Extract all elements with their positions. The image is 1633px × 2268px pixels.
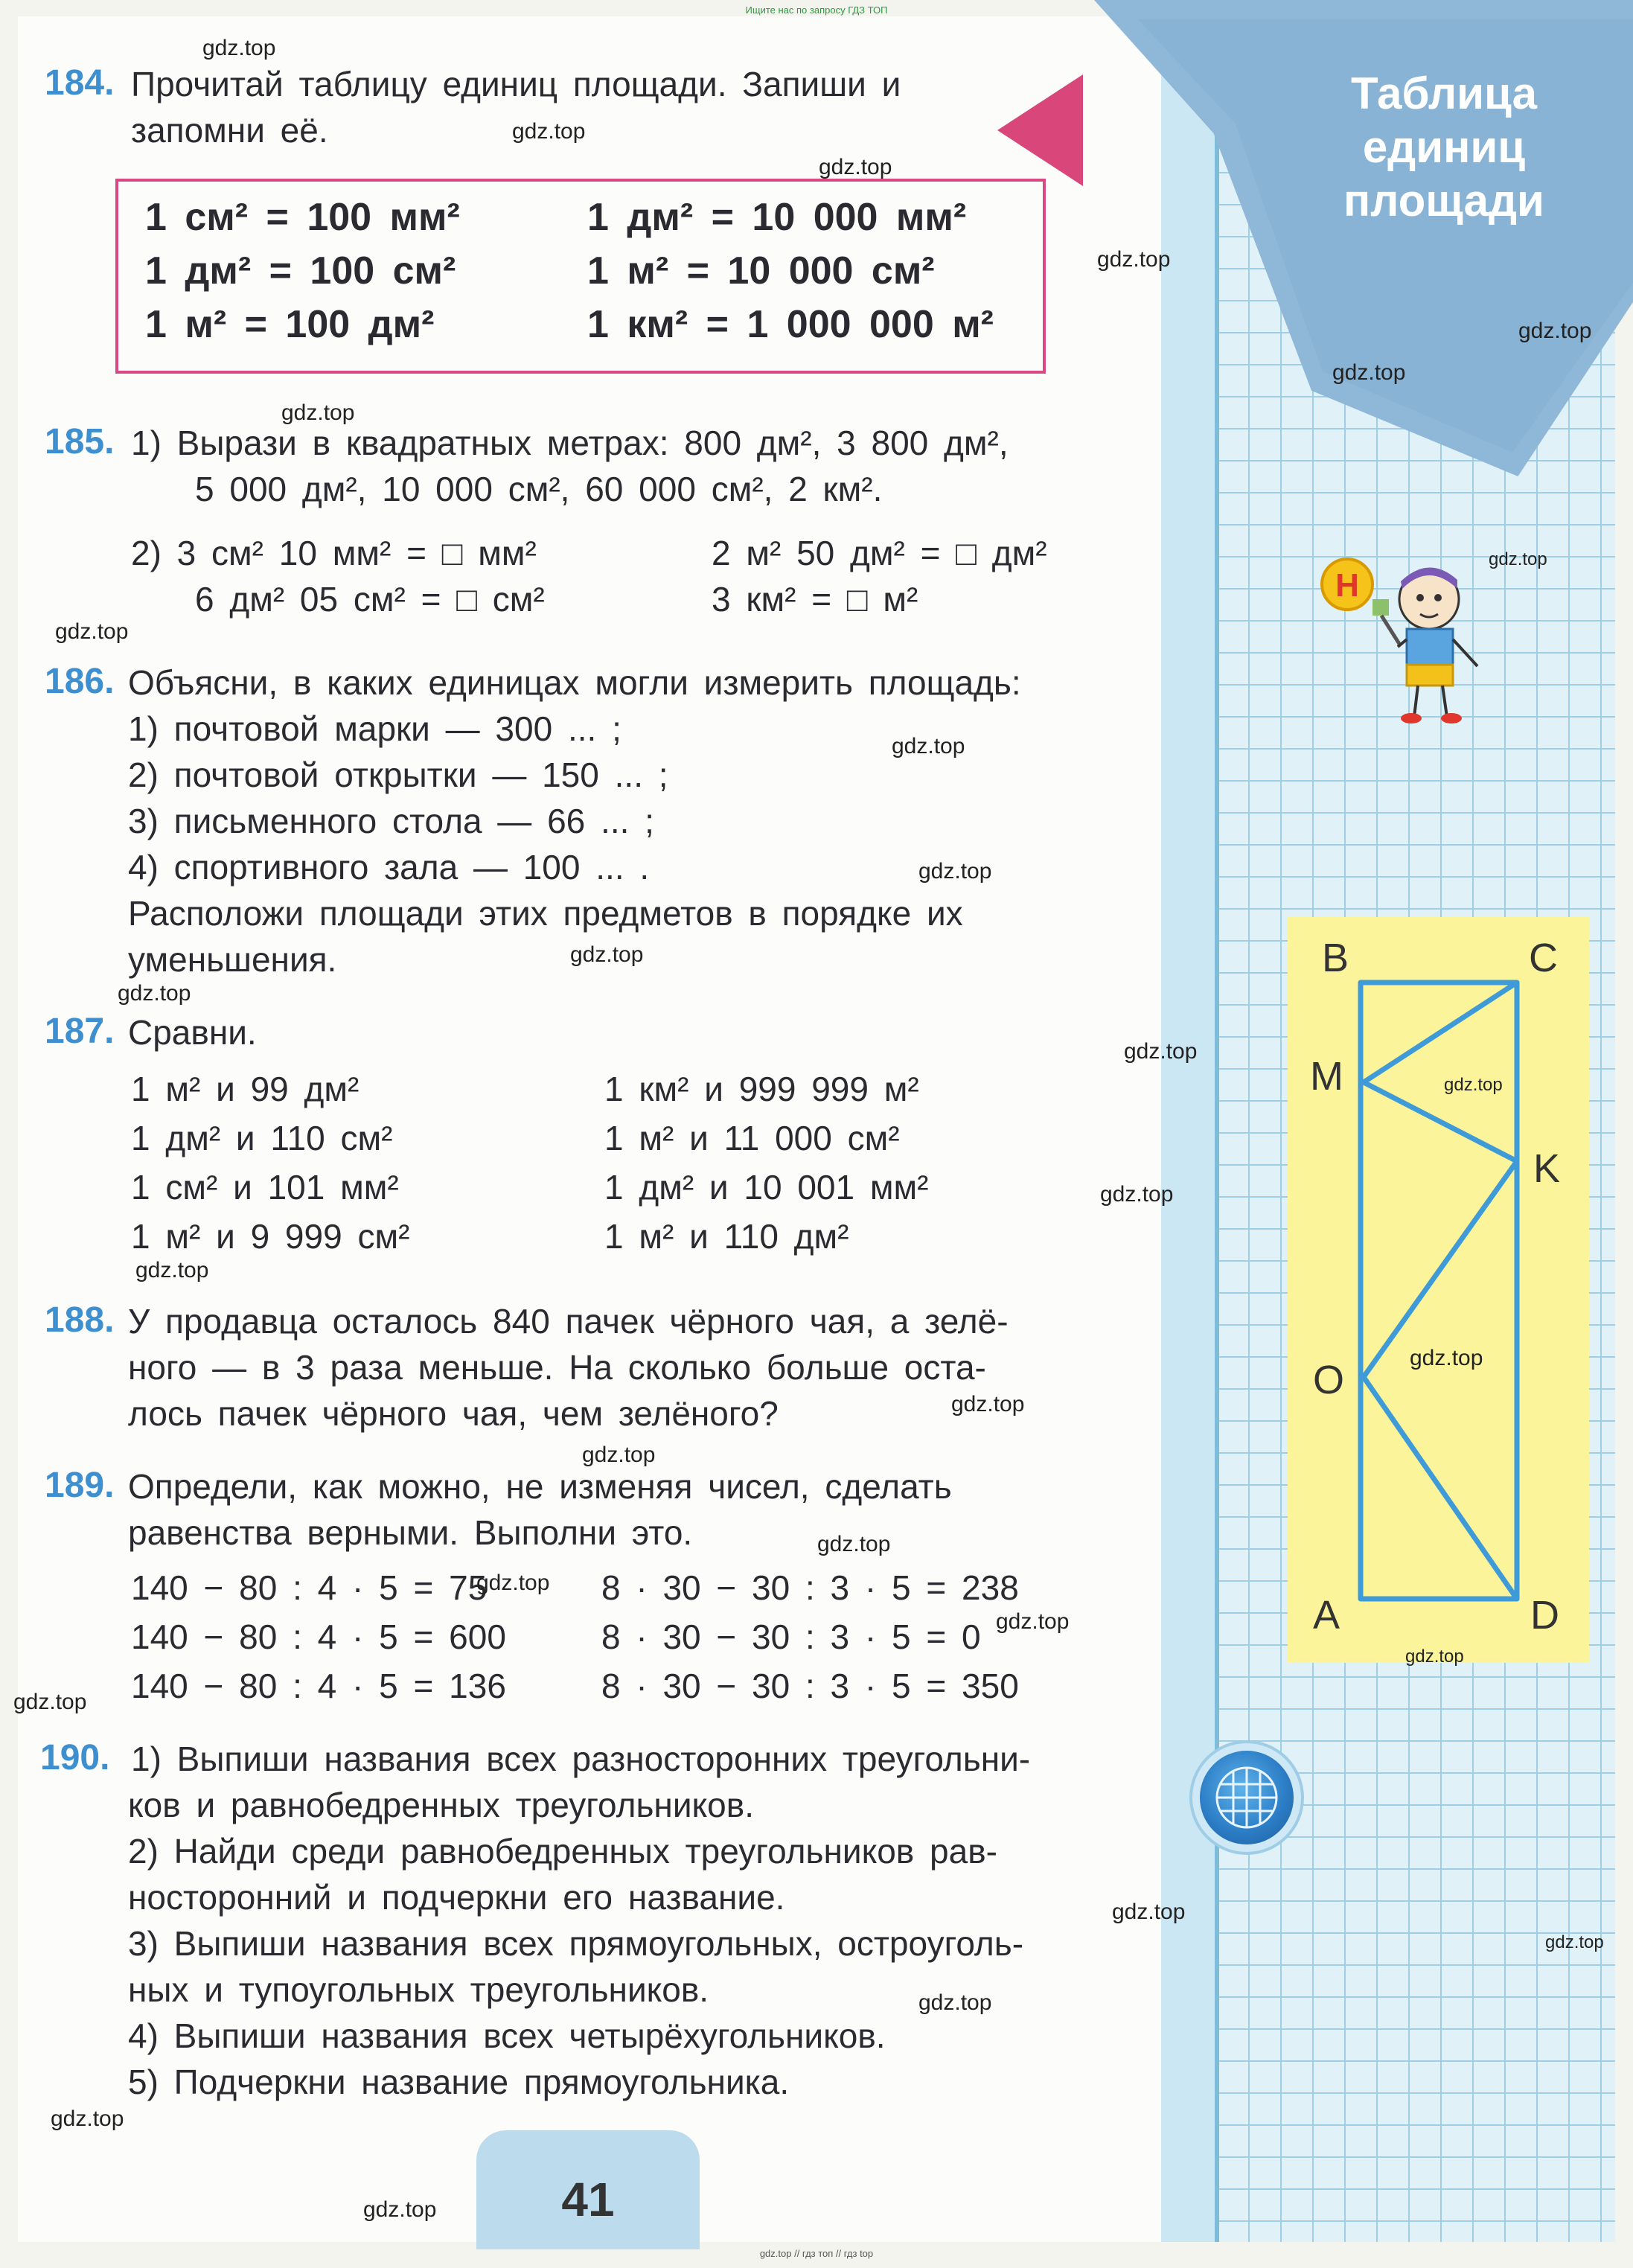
character-badge: Н (1335, 567, 1359, 604)
task-text: 2 м² 50 дм² = □ дм² (712, 534, 1047, 572)
task-text: Прочитай таблицу единиц площади. Запиши и (131, 65, 901, 103)
watermark: gdz.top (1489, 549, 1547, 569)
watermark: gdz.top (918, 859, 992, 884)
sidebar-title (1314, 67, 1574, 228)
watermark: gdz.top (918, 1990, 992, 2015)
point-label-k: K (1533, 1146, 1561, 1191)
task-text: 3) Выпиши названия всех прямоугольных, остроуголь- (128, 1924, 1024, 1963)
compare-item: 1 м² и 110 дм² (604, 1217, 849, 1256)
task-text: 3 км² = □ м² (712, 580, 918, 619)
watermark: gdz.top (51, 2106, 124, 2131)
task-text: 6 дм² 05 см² = □ см² (195, 580, 545, 619)
watermark: gdz.top (570, 942, 644, 967)
compare-item: 1 дм² и 110 см² (131, 1119, 393, 1157)
unit-table-cell: 1 м² = 100 дм² (145, 303, 435, 346)
unit-table-cell: 1 дм² = 10 000 мм² (587, 196, 967, 239)
watermark: gdz.top (202, 36, 276, 60)
equation: 8 · 30 − 30 : 3 · 5 = 350 (601, 1667, 1019, 1705)
task-text: 5) Подчеркни название прямоугольника. (128, 2063, 790, 2101)
unit-table-cell: 1 см² = 100 мм² (145, 196, 460, 239)
geometry-figure (1288, 917, 1589, 1663)
watermark: gdz.top (363, 2197, 437, 2222)
watermark: gdz.top (996, 1609, 1070, 1634)
task-number: 187. (45, 1012, 115, 1051)
compare-item: 1 м² и 11 000 см² (604, 1119, 900, 1157)
watermark: gdz.top (1518, 319, 1592, 343)
pointer-triangle (997, 74, 1083, 186)
watermark: gdz.top (817, 1532, 891, 1556)
bottom-banner: gdz.top // гдз топ // гдз top (759, 2248, 874, 2259)
watermark: gdz.top (118, 981, 191, 1006)
page-number: 41 (561, 2173, 615, 2226)
watermark: gdz.top (1097, 247, 1171, 272)
top-banner: Ищите нас по запросу ГДЗ ТОП (745, 4, 888, 16)
unit-table-box (115, 179, 1046, 374)
task-text: 2) почтовой открытки — 150 ... ; (128, 756, 668, 794)
equation: 140 − 80 : 4 · 5 = 600 (131, 1617, 506, 1656)
watermark: gdz.top (892, 734, 965, 758)
compare-item: 1 дм² и 10 001 мм² (604, 1168, 929, 1207)
unit-table-cell: 1 м² = 10 000 см² (587, 249, 935, 293)
task-text: 2) Найди среди равнобедренных треугольников рав- (128, 1832, 997, 1871)
compare-item: 1 м² и 99 дм² (131, 1070, 359, 1108)
task-number: 184. (45, 63, 115, 103)
sidebar-title-line: Таблица (1350, 68, 1538, 118)
watermark: gdz.top (1124, 1039, 1198, 1064)
unit-table-cell: 1 дм² = 100 см² (145, 249, 456, 293)
task-text: ков и равнобедренных треугольников. (128, 1786, 754, 1824)
watermark: gdz.top (135, 1258, 209, 1282)
equation: 8 · 30 − 30 : 3 · 5 = 0 (601, 1617, 981, 1656)
task-text: лось пачек чёрного чая, чем зелёного? (128, 1394, 779, 1433)
task-text: 1) Вырази в квадратных метрах: 800 дм², 3 800 дм², (131, 424, 1009, 462)
sidebar-title-line: площади (1343, 176, 1544, 226)
unit-table-cell: 1 км² = 1 000 000 м² (587, 303, 994, 346)
equation: 140 − 80 : 4 · 5 = 136 (131, 1667, 506, 1705)
task-text: 4) Выпиши названия всех четырёхугольников. (128, 2016, 886, 2055)
watermark: gdz.top (13, 1690, 87, 1714)
task-text: Объясни, в каких единицах могли измерить площадь: (128, 663, 1021, 702)
point-label-o: O (1313, 1358, 1345, 1402)
task-text: ного — в 3 раза меньше. На сколько больше оста- (128, 1348, 986, 1387)
task-text: 2) 3 см² 10 мм² = □ мм² (131, 534, 537, 572)
sidebar-title-line: единиц (1362, 122, 1526, 172)
watermark: gdz.top (476, 1571, 550, 1595)
task-text: 1) почтовой марки — 300 ... ; (128, 709, 621, 748)
point-label-c: C (1529, 936, 1558, 980)
task-number: 189. (45, 1466, 115, 1505)
watermark: gdz.top (1100, 1182, 1174, 1207)
task-text: Сравни. (128, 1013, 257, 1052)
task-text: равенства верными. Выполни это. (128, 1513, 693, 1552)
task-number: 188. (45, 1300, 115, 1340)
task-text: 4) спортивного зала — 100 ... . (128, 848, 650, 887)
equation: 8 · 30 − 30 : 3 · 5 = 238 (601, 1568, 1019, 1607)
task-number: 186. (45, 662, 115, 701)
task-text: уменьшения. (128, 940, 337, 979)
watermark: gdz.top (1405, 1646, 1464, 1667)
watermark: gdz.top (1332, 360, 1406, 385)
compare-item: 1 км² и 999 999 м² (604, 1070, 919, 1108)
task-text: запомни её. (131, 111, 328, 150)
grid-border (1215, 16, 1219, 2242)
task-text: 3) письменного стола — 66 ... ; (128, 802, 654, 840)
watermark: gdz.top (1410, 1346, 1483, 1370)
task-number: 190. (40, 1738, 110, 1777)
task-text: носторонний и подчеркни его название. (128, 1878, 785, 1917)
compare-item: 1 м² и 9 999 см² (131, 1217, 410, 1256)
globe-grid-icon (1200, 1751, 1294, 1844)
task-text: 5 000 дм², 10 000 см², 60 000 см², 2 км². (195, 470, 883, 508)
watermark: gdz.top (55, 619, 129, 644)
point-label-m: M (1310, 1054, 1343, 1099)
equation: 140 − 80 : 4 · 5 = 75 (131, 1568, 488, 1607)
task-text: ных и тупоугольных треугольников. (128, 1970, 709, 2009)
watermark: gdz.top (1112, 1900, 1186, 1924)
watermark: gdz.top (582, 1443, 656, 1467)
task-text: 1) Выпиши названия всех разносторонних треугольни- (131, 1740, 1031, 1778)
watermark: gdz.top (951, 1392, 1025, 1416)
character-illustration (1310, 547, 1489, 726)
point-label-d: D (1530, 1593, 1559, 1638)
watermark: gdz.top (512, 119, 586, 144)
compare-item: 1 см² и 101 мм² (131, 1168, 399, 1207)
task-number: 185. (45, 422, 115, 461)
watermark: gdz.top (1444, 1075, 1503, 1095)
task-text: Определи, как можно, не изменяя чисел, сделать (128, 1467, 952, 1506)
point-label-b: B (1322, 936, 1349, 980)
point-label-a: A (1313, 1593, 1340, 1638)
watermark: gdz.top (819, 155, 892, 179)
task-text: У продавца осталось 840 пачек чёрного чая, а зелё- (128, 1302, 1009, 1341)
watermark: gdz.top (1545, 1932, 1604, 1952)
watermark: gdz.top (281, 400, 355, 425)
task-text: Расположи площади этих предметов в порядке их (128, 894, 963, 933)
